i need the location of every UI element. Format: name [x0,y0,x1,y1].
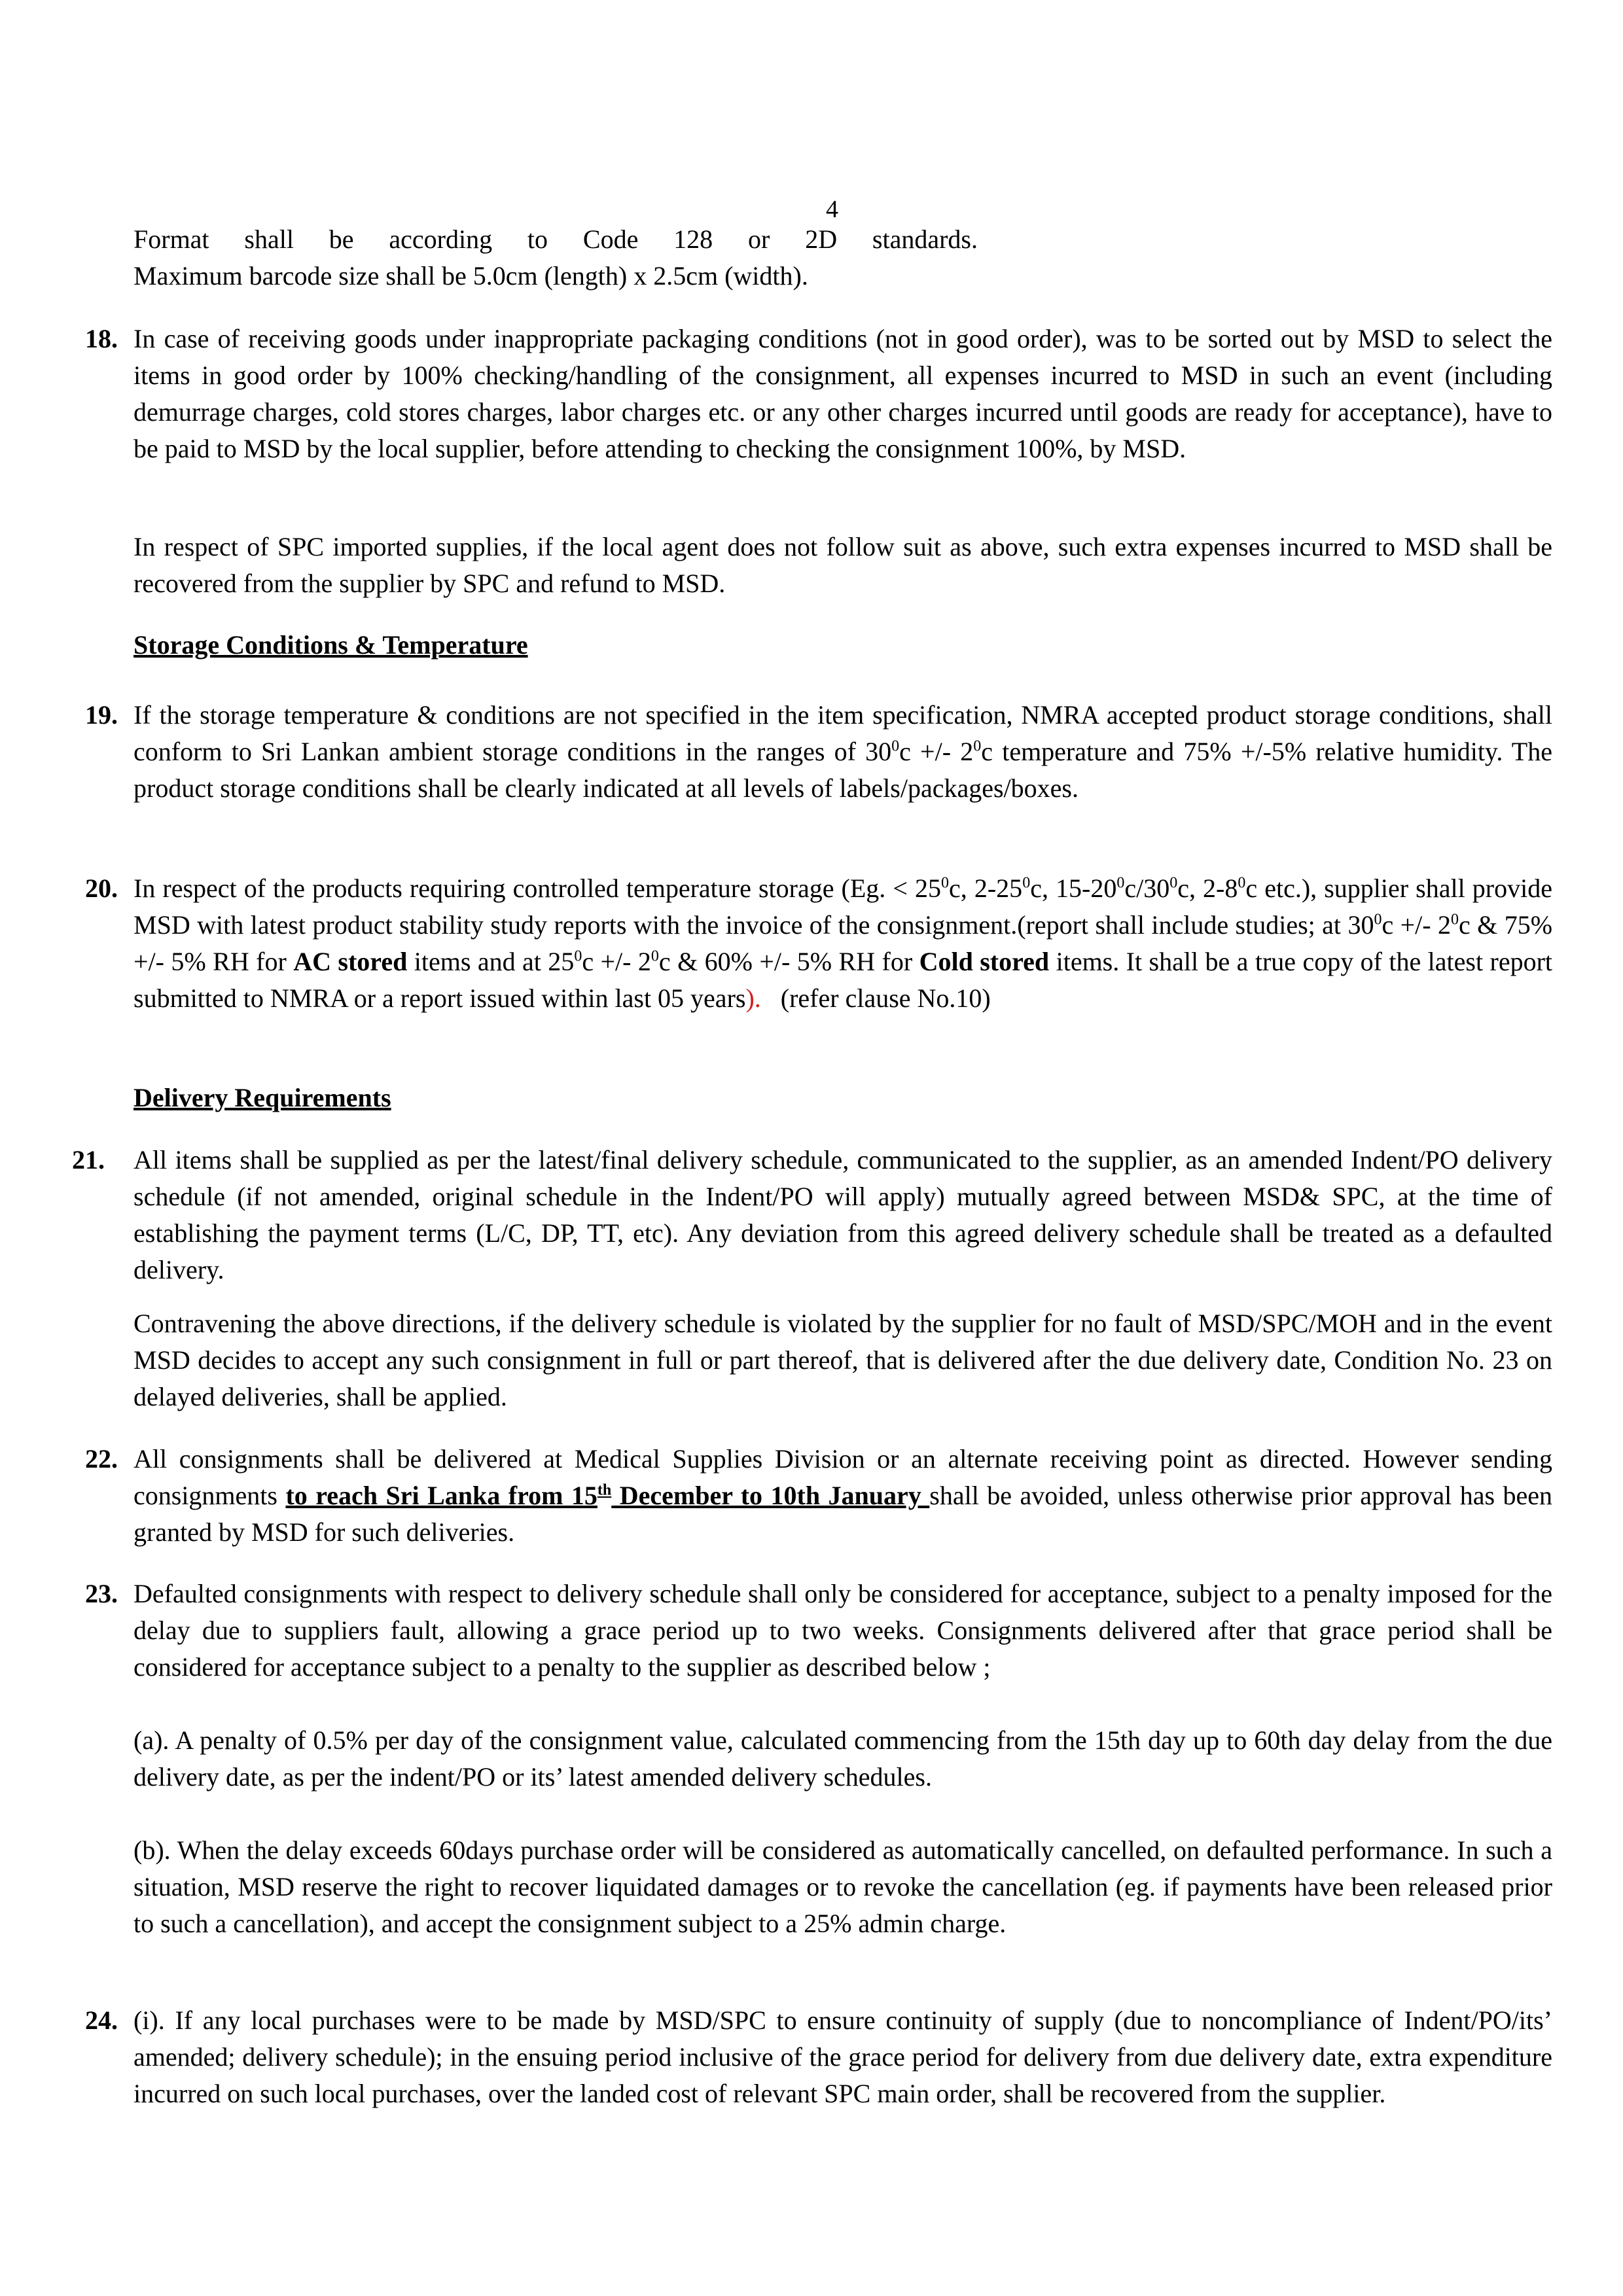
clause-23-sub-b: (b). When the delay exceeds 60days purchase order will be considered as automatically cancelled, on defaulted performance. In such a situation, MSD reserve the right to recover liquidated damages or to revoke the cancellation (eg. if payments have been released prior to such a cancellation), and accept the consignment subject to a 25% admin charge. [134,1835,1552,1938]
clause-21-paragraph-1: All items shall be supplied as per the latest/final delivery schedule, communicated to the supplier, as an amended Indent/PO delivery schedule (if not amended, original schedule in the Indent/PO will apply) mutually agreed between MSD& SPC, at the time of establishing the payment terms (L/C, DP, TT, etc). Any deviation from this agreed delivery schedule shall be treated as a defaulted delivery. [134,1145,1552,1284]
clause-24-paragraph: (i). If any local purchases were to be made by MSD/SPC to ensure continuity of supply (due to noncompliance of Indent/PO/its’ amended; delivery schedule); in the ensuing period inclusive of the grace period for delivery from due delivery date, extra expenditure incurred on such local purchases, over the landed cost of relevant SPC main order, shall be recovered from the supplier. [134,2005,1552,2108]
page-number: 4 [826,196,838,223]
clause-19-paragraph: If the storage temperature & conditions are not specified in the item specification, NMRA accepted product storage conditions, shall conform to Sri Lankan ambient storage conditions in the ranges of $30^0c$ +/- $2^0c$ temperature and 75% +/-5% relative humidity. The product storage conditions shall be clearly indicated at all levels of labels/packages/boxes. [134,700,1552,803]
clause-18-paragraph-2: In respect of SPC imported supplies, if the local agent does not follow suit as above, such extra expenses incurred to MSD shall be recovered from the supplier by SPC and refund to MSD. [134,532,1552,598]
clause-20-paragraph: In respect of the products requiring controlled temperature storage (Eg. < $25^0c$, $2-25^0c$, $15-20^0c/30^0c$, $2-8^0c$ etc.), supplier shall provide MSD with latest product stability study reports with the invoice of the consignment.(report shall include studies; at $30^0c$ +/- $2^0c$ & 75% +/- 5% RH for AC stored items and at $25^0c$ +/- $2^0c$ & 60% +/- 5% RH for Cold stored items. It shall be a true copy of the latest report submitted to NMRA or a report issued within last 05 years). (refer clause No.10) [134,874,1553,1013]
clause-number-22: 22. [85,1444,118,1474]
clause-number-21: 21. [72,1145,105,1174]
clause-number-23: 23. [85,1579,118,1608]
clause-18-paragraph-1: In case of receiving goods under inappropriate packaging conditions (not in good order), was to be sorted out by MSD to select the items in good order by 100% checking/handling of the consignment, all expenses incurred to MSD in such an event (including demurrage charges, cold stores charges, labor charges etc. or any other charges incurred until goods are ready for acceptance), have to be paid to MSD by the local supplier, before attending to checking the consignment 100%, by MSD. [134,324,1552,463]
clause-number-18: 18. [85,324,118,353]
clause-number-19: 19. [85,700,118,730]
clause-number-24: 24. [85,2005,118,2035]
clause-21-paragraph-2: Contravening the above directions, if the delivery schedule is violated by the supplier for no fault of MSD/SPC/MOH and in the event MSD decides to accept any such consignment in full or part thereof, that is delivered after the due delivery date, Condition No. 23 on delayed deliveries, shall be applied. [134,1309,1552,1411]
storage-conditions-heading: Storage Conditions & Temperature [134,630,528,660]
clause-23-sub-a: (a). A penalty of 0.5% per day of the consignment value, calculated commencing from the 15th day up to 60th day delay from the due delivery date, as per the indent/PO or its’ latest amended delivery schedules. [134,1725,1552,1792]
delivery-requirements-heading: Delivery Requirements [134,1083,391,1112]
clause-23-paragraph: Defaulted consignments with respect to delivery schedule shall only be considered for acceptance, subject to a penalty imposed for the delay due to suppliers fault, allowing a grace period up to two weeks. Consignments delivered after that grace period shall be considered for acceptance subject to a penalty to the supplier as described below ; [134,1579,1552,1682]
clause-22-paragraph: All consignments shall be delivered at Medical Supplies Division or an alternate receiving point as directed. However sending consignments to reach Sri Lanka from 15th December to 10th January shall be avoided, unless otherwise prior approval has been granted by MSD for such deliveries. [134,1444,1553,1547]
clause-number-20: 20. [85,874,118,903]
barcode-format-text: Format shall be according to Code 128 or 2D standards. Maximum barcode size shall be 5.0cm (length) x 2.5cm (width). [134,224,978,291]
